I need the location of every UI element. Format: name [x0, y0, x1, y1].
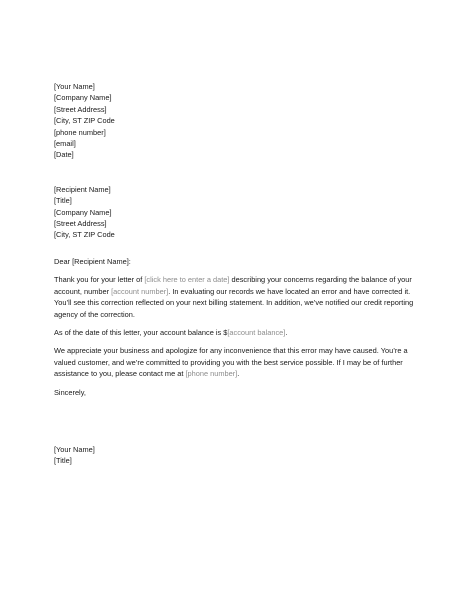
- paragraph3-text-2: .: [237, 369, 240, 379]
- signature-block: [54, 444, 420, 467]
- recipient-street[interactable]: [Street Address]: [54, 219, 107, 229]
- paragraph1-text-3: . In evaluating our records we have located an error and have corrected it. You’ll see this correction reflected on your next billing statement. In addition, we’ve notified our credit reporting agency of the correction.: [54, 286, 414, 319]
- paragraph1-text-1: Thank you for your letter of: [54, 275, 145, 285]
- letter-date[interactable]: [Date]: [54, 150, 74, 160]
- salutation[interactable]: Dear [Recipient Name]:: [54, 256, 131, 266]
- recipient-address-block: [54, 184, 420, 241]
- paragraph-correction: [54, 274, 420, 320]
- phone-number-placeholder[interactable]: [phone number]: [185, 369, 238, 379]
- date-placeholder[interactable]: [click here to enter a date]: [144, 275, 230, 285]
- paragraph2-text-1: As of the date of this letter, your account balance is $: [54, 327, 228, 337]
- sender-email[interactable]: [email]: [54, 139, 76, 149]
- signature-title[interactable]: [Title]: [54, 456, 72, 466]
- closing[interactable]: Sincerely,: [54, 387, 86, 397]
- recipient-name[interactable]: [Recipient Name]: [54, 184, 111, 194]
- letter-body: [54, 81, 420, 467]
- paragraph1-text-2: describing your concerns regarding the balance of your account, number: [54, 275, 412, 296]
- paragraph3-text-1: We appreciate your business and apologize for any inconvenience that this error may have caused. You’re a valued customer, and we’re committed to providing you with the best service possible. If I may be of further assistance to you, please contact me at: [54, 346, 408, 379]
- sender-phone[interactable]: [phone number]: [54, 127, 106, 137]
- paragraph2-text-2: .: [285, 327, 288, 337]
- sender-name[interactable]: [Your Name]: [54, 82, 95, 91]
- recipient-company[interactable]: [Company Name]: [54, 207, 112, 217]
- recipient-city[interactable]: [City, ST ZIP Code: [54, 230, 115, 240]
- sender-street[interactable]: [Street Address]: [54, 104, 107, 114]
- account-number-placeholder[interactable]: [account number]: [111, 286, 169, 296]
- sender-city[interactable]: [City, ST ZIP Code: [54, 116, 115, 126]
- sender-address-block: [54, 81, 420, 161]
- paragraph-appreciation: [54, 345, 420, 379]
- account-balance-placeholder[interactable]: [account balance]: [227, 327, 286, 337]
- signature-name[interactable]: [Your Name]: [54, 444, 95, 454]
- paragraph-balance: [54, 327, 420, 338]
- sender-company[interactable]: [Company Name]: [54, 93, 112, 103]
- recipient-title[interactable]: [Title]: [54, 196, 72, 206]
